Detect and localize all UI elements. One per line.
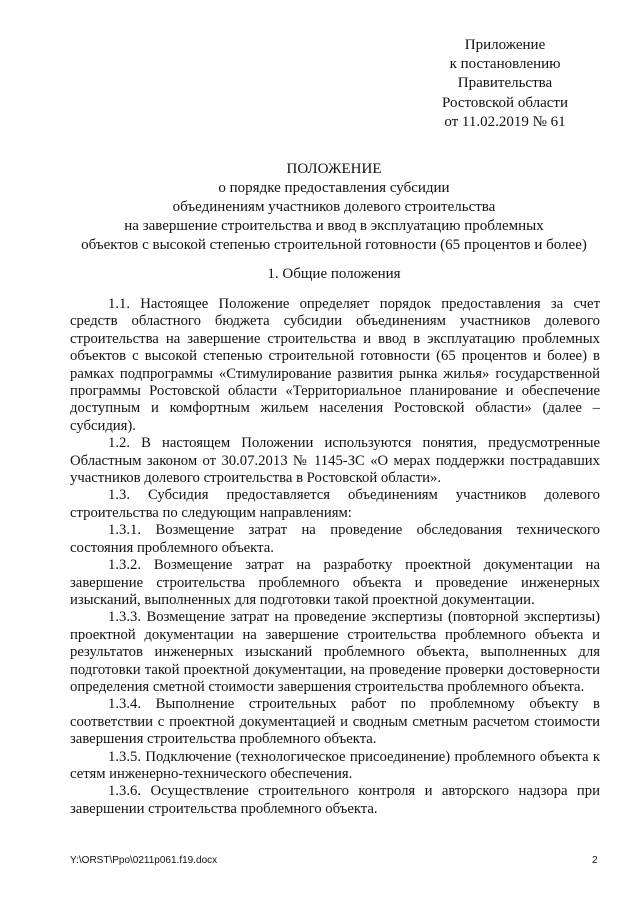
appendix-line: Ростовской области [442,94,568,111]
paragraph-1-3-2: 1.3.2. Возмещение затрат на разработку проектной документации на завершение строительства проблемного объекта и проведение инженерных изысканий, выполненных для подготовки такой проектной документации. [70,557,600,608]
document-body [70,296,600,818]
paragraph-1-3-5: 1.3.5. Подключение (технологическое присоединение) проблемного объекта к сетям инженерно-технического обеспечения. [70,748,600,782]
title-heading: ПОЛОЖЕНИЕ [286,161,382,177]
paragraph-1-2: 1.2. В настоящем Положении используются понятия, предусмотренные Областным законом от 30.07.2013 № 1145-ЗС «О мерах поддержки пострадавших участников долевого строительства в Ростовской области». [70,435,600,487]
paragraph-1-3-6: 1.3.6. Осуществление строительного контроля и авторского надзора при завершении строительства проблемного объекта. [70,783,600,817]
paragraph-1-3-1: 1.3.1. Возмещение затрат на проведение обследования технического состояния проблемного объекта. [70,522,600,556]
title-line: объектов с высокой степенью строительной готовности (65 процентов и более) [81,237,587,253]
appendix-line: Правительства [457,75,553,92]
file-path: Y:\ORST\Ppo\0211p061.f19.docx [70,855,218,866]
paragraph-1-3-4: 1.3.4. Выполнение строительных работ по проблемному объекту в соответствии с проектной документацией и сводным сметным расчетом стоимости завершения строительства проблемного объекта. [70,696,600,748]
paragraph-1-1: 1.1. Настоящее Положение определяет порядок предоставления за счет средств областного бюджета субсидии объединениям участников долевого строительства на завершение строительства и ввод в эксплуатацию проблемных объектов с высокой степенью строительной готовности (65 процентов и более) в рамках подпрограммы «Стимулирование развития рынка жилья» государственной программы Ростовской области «Территориальное планирование и обеспечение доступным и комфортным жильем населения Ростовской области» (далее – субсидия). [70,296,600,434]
appendix-block [425,36,585,132]
section-heading: 1. Общие положения [267,266,401,282]
page-number: 2 [592,855,598,866]
title-line: на завершение строительства и ввод в эксплуатацию проблемных [124,218,544,234]
document-title [40,160,628,255]
appendix-line: Приложение [464,37,546,53]
paragraph-1-3: 1.3. Субсидия предоставляется объединениям участников долевого строительства по следующим направлениям: [70,487,600,521]
title-line: о порядке предоставления субсидии [218,180,450,196]
paragraph-1-3-3: 1.3.3. Возмещение затрат на проведение экспертизы (повторной экспертизы) проектной документации на завершение строительства проблемного объекта и результатов инженерных изысканий проблемного объекта, выполненных для подготовки такой проектной документации, на проведение проверки достоверности определения сметной стоимости завершения строительства проблемного объекта. [70,609,600,695]
title-line: объединениям участников долевого строительства [172,199,496,215]
appendix-date: от 11.02.2019 № 61 [444,113,566,130]
appendix-line: к постановлению [449,56,561,73]
